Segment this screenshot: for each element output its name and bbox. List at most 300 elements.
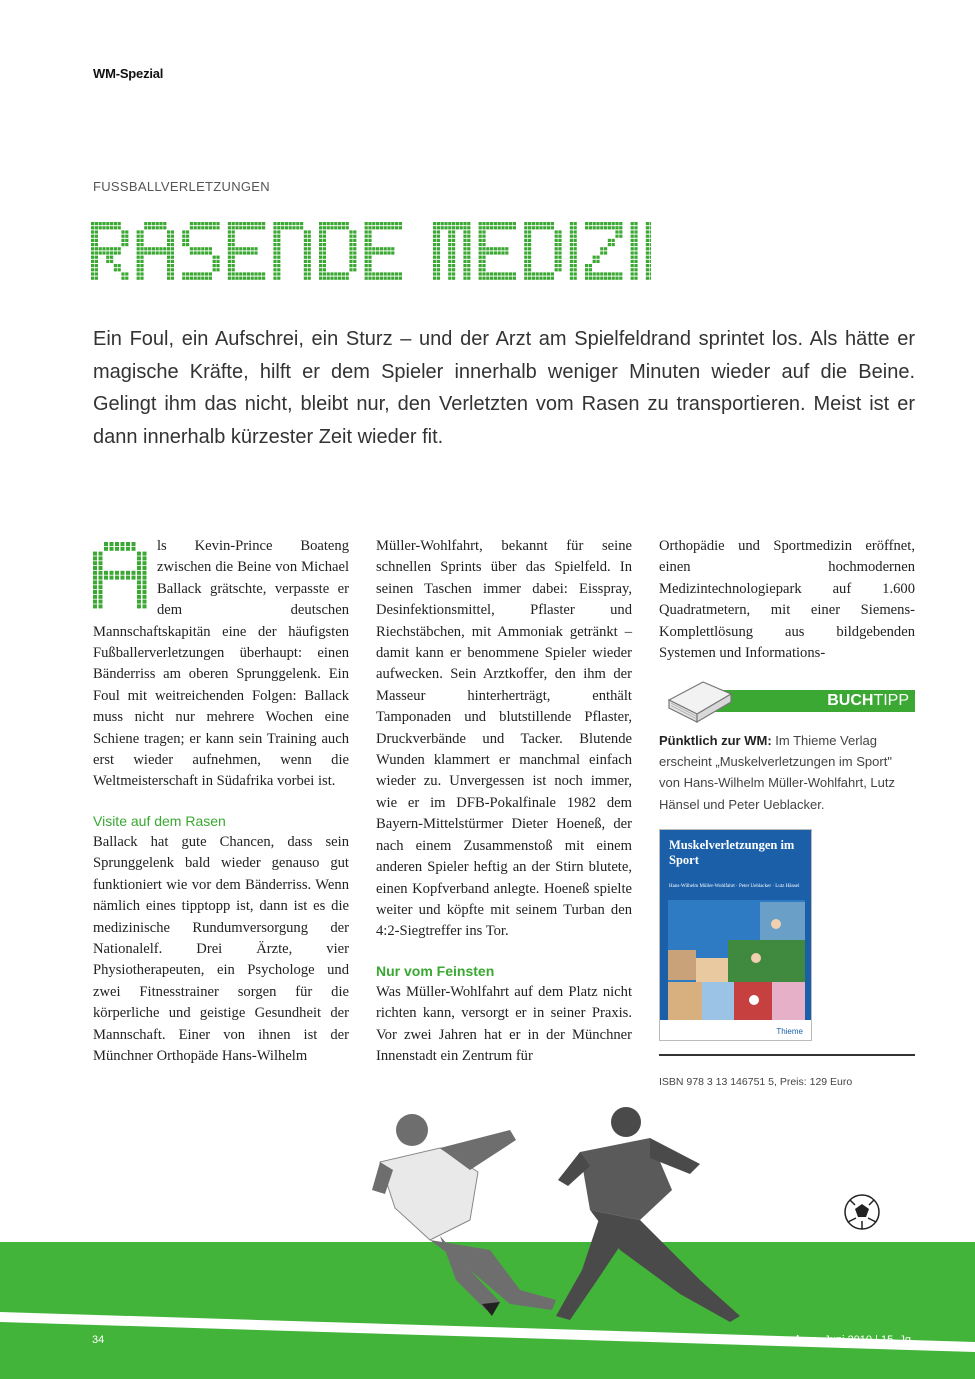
- headline-dot: [433, 272, 436, 275]
- headline-dot: [498, 247, 501, 250]
- headline-dot: [235, 277, 238, 280]
- headline-dot: [463, 235, 466, 238]
- headline-dot: [634, 268, 637, 271]
- headline-dot: [239, 222, 242, 225]
- headline-dot: [194, 222, 197, 225]
- headline-dot: [365, 260, 368, 263]
- headline-dot: [304, 247, 307, 250]
- headline-dot: [631, 230, 634, 233]
- headline-dot: [247, 251, 250, 254]
- headline-dot: [467, 222, 470, 225]
- headline-dot: [251, 272, 254, 275]
- headline-dot: [228, 272, 231, 275]
- headline-dot: [140, 251, 143, 254]
- headline-dot: [273, 277, 276, 280]
- headline-dot: [589, 272, 592, 275]
- headline-dot: [95, 260, 98, 263]
- headline-dot: [437, 239, 440, 242]
- headline-dot: [482, 272, 485, 275]
- headline-dot: [631, 247, 634, 250]
- headline-dot: [156, 222, 159, 225]
- headline-dot: [380, 222, 383, 225]
- headline-dot: [387, 222, 390, 225]
- headline-dot: [574, 222, 577, 225]
- headline-dot: [399, 272, 402, 275]
- headline-dot: [209, 277, 212, 280]
- body-paragraph: Ballack hat gute Chancen, dass sein Sprunggelenk bald wieder genauso gut funktioniert wie vor dem Bänderriss. Wenn nämlich eines tipptopp ist, dann ist es die medizinische Rundumversorgung der Nationalelf. Drei Ärzte, vier Physiotherapeuten, ein Psychologe und zwei Fitnesstrainer sorgen für die körperliche und geistige Gesundheit der Mannschaft. Einer von ihnen ist der Münchner Orthopäde Hans-Wilhelm: [93, 833, 349, 1064]
- headline-dot: [110, 251, 113, 254]
- headline-dot: [570, 230, 573, 233]
- headline-dot: [650, 226, 651, 229]
- headline-dot: [137, 277, 140, 280]
- headline-dot: [558, 247, 561, 250]
- headline-dot: [137, 571, 141, 575]
- headline-dot: [235, 272, 238, 275]
- headline-dot: [251, 277, 254, 280]
- headline-dot: [612, 226, 615, 229]
- headline-dot: [319, 247, 322, 250]
- football-icon: [845, 1195, 879, 1229]
- headline-dot: [232, 243, 235, 246]
- headline-dot: [555, 235, 558, 238]
- headline-dot: [395, 226, 398, 229]
- headline-dot: [239, 247, 242, 250]
- headline-dot: [273, 243, 276, 246]
- headline-dot: [323, 251, 326, 254]
- headline-dot: [93, 600, 97, 604]
- headline-dot: [258, 222, 261, 225]
- headline-dot: [228, 243, 231, 246]
- headline-dot: [132, 547, 136, 551]
- headline-dot: [486, 277, 489, 280]
- headline-dot: [482, 277, 485, 280]
- headline-dot: [558, 268, 561, 271]
- headline-dot: [532, 222, 535, 225]
- headline-dot: [368, 251, 371, 254]
- headline-dot: [448, 239, 451, 242]
- headline-dot: [228, 230, 231, 233]
- headline-dot: [631, 239, 634, 242]
- headline-dot: [631, 264, 634, 267]
- headline-dot: [646, 251, 649, 254]
- headline-dot: [528, 247, 531, 250]
- headline-dot: [205, 272, 208, 275]
- headline-dot: [532, 226, 535, 229]
- headline-dot: [121, 272, 124, 275]
- headline-dot: [232, 264, 235, 267]
- headline-dot: [376, 247, 379, 250]
- headline-dot: [273, 226, 276, 229]
- headline-dot: [528, 260, 531, 263]
- headline-dot: [308, 230, 311, 233]
- headline-dot: [384, 251, 387, 254]
- headline-dot: [460, 226, 463, 229]
- article-kicker: FUSSBALLVERLETZUNGEN: [93, 179, 270, 194]
- headline-dot: [137, 268, 140, 271]
- headline-dot: [209, 251, 212, 254]
- headline-dot: [600, 222, 603, 225]
- headline-dot: [585, 268, 588, 271]
- headline-dot: [365, 239, 368, 242]
- headline-dot: [463, 230, 466, 233]
- headline-dot: [528, 239, 531, 242]
- headline-dot: [528, 243, 531, 246]
- headline-dot: [277, 230, 280, 233]
- headline-dot: [99, 576, 103, 580]
- headline-dot: [365, 235, 368, 238]
- headline-dot: [353, 251, 356, 254]
- headline-dot: [251, 247, 254, 250]
- headline-dot: [273, 247, 276, 250]
- headline-dot: [433, 256, 436, 259]
- headline-dot: [452, 226, 455, 229]
- headline-dot: [159, 251, 162, 254]
- headline-dot: [524, 256, 527, 259]
- headline-dot: [319, 256, 322, 259]
- headline-dot: [539, 272, 542, 275]
- headline-dot: [604, 251, 607, 254]
- headline-dot: [513, 277, 516, 280]
- headline-dot: [368, 226, 371, 229]
- headline-dot: [91, 264, 94, 267]
- headline-dot: [148, 226, 151, 229]
- headline-dot: [186, 239, 189, 242]
- headline-dot: [95, 239, 98, 242]
- headline-dot: [555, 268, 558, 271]
- headline-dot: [570, 268, 573, 271]
- headline-dot: [243, 272, 246, 275]
- headline-dot: [277, 260, 280, 263]
- headline-dot: [437, 222, 440, 225]
- headline-dot: [376, 251, 379, 254]
- headline-dot: [232, 260, 235, 263]
- headline-dot: [589, 264, 592, 267]
- headline-dot: [144, 222, 147, 225]
- dropcap-letter: [93, 542, 151, 612]
- headline-dot: [171, 243, 174, 246]
- headline-dot: [186, 272, 189, 275]
- headline-dot: [232, 222, 235, 225]
- headline-dot: [327, 222, 330, 225]
- headline-dot: [110, 547, 114, 551]
- headline-dot: [110, 222, 113, 225]
- headline-dot: [254, 277, 257, 280]
- headline-dot: [596, 277, 599, 280]
- headline-dot: [93, 556, 97, 560]
- headline-dot: [380, 247, 383, 250]
- headline-dot: [574, 264, 577, 267]
- headline-dot: [216, 260, 219, 263]
- headline-dot: [140, 277, 143, 280]
- headline-dot: [137, 239, 140, 242]
- headline-dot: [342, 222, 345, 225]
- headline-dot: [171, 251, 174, 254]
- headline-dot: [228, 277, 231, 280]
- headline-dot: [574, 243, 577, 246]
- body-paragraph: Orthopädie und Sportmedizin eröffnet, einen hochmodernen Medizintechnologiepark auf 1.600 Quadratmetern, mit einer Siemens-Komplettlösung aus bildgebenden Systemen und Informations-: [659, 538, 915, 662]
- headline-dot: [486, 226, 489, 229]
- headline-dot: [452, 235, 455, 238]
- headline-dot: [463, 222, 466, 225]
- headline-dot: [95, 235, 98, 238]
- headline-dot: [593, 260, 596, 263]
- footer-issue: kma Juni 2010 | 15. Jg.: [796, 1334, 914, 1346]
- headline-dot: [646, 243, 649, 246]
- page-number: 34: [92, 1334, 105, 1346]
- headline-dot: [171, 268, 174, 271]
- headline-dot: [95, 272, 98, 275]
- headline-dot: [323, 256, 326, 259]
- headline-dot: [99, 585, 103, 589]
- headline-dot: [463, 268, 466, 271]
- headline-dot: [156, 226, 159, 229]
- headline-dot: [558, 260, 561, 263]
- headline-dot: [558, 230, 561, 233]
- headline-dot: [589, 277, 592, 280]
- headline-dot: [646, 235, 649, 238]
- headline-dot: [463, 256, 466, 259]
- headline-dot: [498, 226, 501, 229]
- headline-dot: [437, 243, 440, 246]
- headline-dot: [365, 256, 368, 259]
- headline-dot: [574, 272, 577, 275]
- headline-dot: [319, 277, 322, 280]
- headline-dot: [91, 222, 94, 225]
- headline-dot: [437, 256, 440, 259]
- headline-dot: [281, 222, 284, 225]
- headline-dot: [467, 251, 470, 254]
- headline-dot: [93, 604, 97, 608]
- headline-dot: [346, 226, 349, 229]
- headline-dot: [441, 226, 444, 229]
- headline-dot: [467, 260, 470, 263]
- headline-dot: [95, 251, 98, 254]
- headline-dot: [482, 222, 485, 225]
- headline-dot: [121, 277, 124, 280]
- headline-dot: [494, 272, 497, 275]
- headline-dot: [132, 576, 136, 580]
- headline-dot: [604, 222, 607, 225]
- headline-dot: [102, 247, 105, 250]
- headline-dot: [631, 268, 634, 271]
- headline-dot: [634, 222, 637, 225]
- headline-dot: [600, 247, 603, 250]
- headline-dot: [444, 226, 447, 229]
- headline-dot: [201, 222, 204, 225]
- headline-dot: [346, 277, 349, 280]
- headline-dot: [501, 277, 504, 280]
- headline-dot: [106, 222, 109, 225]
- headline-dot: [482, 247, 485, 250]
- headline-dot: [239, 226, 242, 229]
- headline-dot: [304, 251, 307, 254]
- headline-dot: [110, 260, 113, 263]
- headline-dot: [376, 272, 379, 275]
- headline-dot: [194, 272, 197, 275]
- headline-dot: [143, 571, 147, 575]
- headline-dot: [585, 264, 588, 267]
- headline-dot: [612, 272, 615, 275]
- headline-dot: [323, 268, 326, 271]
- headline-dot: [349, 268, 352, 271]
- headline-dot: [323, 260, 326, 263]
- headline-dot: [524, 260, 527, 263]
- headline-dot: [372, 247, 375, 250]
- headline-dot: [479, 239, 482, 242]
- headline-dot: [262, 272, 265, 275]
- headline-dot: [137, 243, 140, 246]
- article-intro: Ein Foul, ein Aufschrei, ein Sturz – und der Arzt am Spielfeldrand sprintet los. Als hätte er magische Kräfte, hilft er dem Spieler innerhalb weniger Minuten wieder auf die Beine. Gelingt ihm das nicht, bleibt nur, den Verletzten vom Rasen zu transportieren. Meist ist er dann innerhalb kürzester Zeit wieder fit.: [93, 328, 915, 448]
- headline-dot: [631, 235, 634, 238]
- headline-dot: [114, 226, 117, 229]
- headline-dot: [513, 226, 516, 229]
- headline-dot: [479, 256, 482, 259]
- headline-dot: [536, 272, 539, 275]
- headline-dot: [380, 272, 383, 275]
- headline-dot: [137, 552, 141, 556]
- headline-dot: [452, 230, 455, 233]
- headline-dot: [228, 251, 231, 254]
- headline-dot: [118, 226, 121, 229]
- headline-dot: [509, 272, 512, 275]
- headline-dot: [126, 542, 130, 546]
- headline-dot: [498, 272, 501, 275]
- headline-dot: [163, 226, 166, 229]
- headline-dot: [437, 251, 440, 254]
- headline-dot: [634, 226, 637, 229]
- headline-dot: [650, 235, 651, 238]
- headline-dot: [479, 226, 482, 229]
- headline-dot: [137, 247, 140, 250]
- headline-dot: [353, 256, 356, 259]
- headline-dot: [479, 272, 482, 275]
- headline-dot: [228, 247, 231, 250]
- headline-dot: [368, 243, 371, 246]
- headline-dot: [308, 251, 311, 254]
- headline-dot: [205, 222, 208, 225]
- book-cover: [659, 829, 812, 1041]
- headline-dot: [125, 243, 128, 246]
- headline-dot: [243, 277, 246, 280]
- headline-dot: [285, 222, 288, 225]
- headline-dot: [539, 226, 542, 229]
- headline-dot: [452, 239, 455, 242]
- headline-dot: [115, 576, 119, 580]
- headline-dot: [463, 264, 466, 267]
- headline-dot: [547, 277, 550, 280]
- headline-dot: [387, 247, 390, 250]
- headline-dot: [479, 251, 482, 254]
- headline-dot: [486, 251, 489, 254]
- headline-dot: [349, 251, 352, 254]
- headline-dot: [353, 264, 356, 267]
- headline-dot: [437, 272, 440, 275]
- headline-dot: [186, 230, 189, 233]
- headline-dot: [646, 230, 649, 233]
- headline-dot: [338, 226, 341, 229]
- headline-dot: [296, 226, 299, 229]
- headline-dot: [93, 552, 97, 556]
- headline-dot: [121, 230, 124, 233]
- headline-dot: [528, 222, 531, 225]
- headline-dot: [479, 222, 482, 225]
- headline-dot: [243, 251, 246, 254]
- headline-dot: [501, 222, 504, 225]
- headline-dot: [228, 256, 231, 259]
- headline-dot: [528, 256, 531, 259]
- headline-dot: [334, 222, 337, 225]
- headline-dot: [194, 251, 197, 254]
- headline-dot: [574, 226, 577, 229]
- headline-dot: [114, 268, 117, 271]
- headline-dot: [612, 239, 615, 242]
- headline-dot: [365, 243, 368, 246]
- headline-dot: [437, 226, 440, 229]
- headline-dot: [104, 571, 108, 575]
- headline-dot: [106, 260, 109, 263]
- publisher-logo: Thieme: [776, 1027, 803, 1036]
- headline-dot: [479, 277, 482, 280]
- headline-dot: [99, 604, 103, 608]
- headline-dot: [182, 243, 185, 246]
- headline-dot: [319, 239, 322, 242]
- headline-dot: [448, 260, 451, 263]
- headline-dot: [99, 556, 103, 560]
- headline-dot: [486, 222, 489, 225]
- headline-dot: [437, 264, 440, 267]
- body-paragraph: Was Müller-Wohlfahrt auf dem Platz nicht richten kann, versorgt er in seiner Praxis. Vor zwei Jahren hat er in der Münchner Innenstadt ein Zentrum für: [376, 983, 632, 1064]
- headline-dot: [304, 230, 307, 233]
- headline-dot: [213, 222, 216, 225]
- headline-dot: [574, 235, 577, 238]
- headline-dot: [190, 251, 193, 254]
- headline-dot: [448, 222, 451, 225]
- buchtipp-label: BUCHTIPP: [715, 690, 915, 712]
- headline-dot: [608, 272, 611, 275]
- headline-dot: [456, 222, 459, 225]
- headline-dot: [437, 277, 440, 280]
- headline-dot: [327, 272, 330, 275]
- headline-dot: [110, 226, 113, 229]
- headline-dot: [524, 243, 527, 246]
- headline-dot: [555, 239, 558, 242]
- headline-dot: [646, 272, 649, 275]
- headline-dot: [501, 247, 504, 250]
- headline-dot: [308, 260, 311, 263]
- headline-dot: [353, 235, 356, 238]
- headline-dot: [251, 222, 254, 225]
- headline-dot: [631, 251, 634, 254]
- headline-dot: [650, 268, 651, 271]
- headline-dot: [273, 222, 276, 225]
- headline-dot: [93, 590, 97, 594]
- headline-dot: [467, 235, 470, 238]
- headline-dot: [93, 585, 97, 589]
- headline-dot: [631, 243, 634, 246]
- headline-dot: [437, 268, 440, 271]
- headline-dot: [277, 256, 280, 259]
- headline-dot: [463, 243, 466, 246]
- dot-matrix-headline: [91, 222, 651, 286]
- headline-dot: [482, 264, 485, 267]
- headline-dot: [228, 222, 231, 225]
- headline-dot: [490, 222, 493, 225]
- headline-dot: [482, 260, 485, 263]
- headline-dot: [528, 277, 531, 280]
- headline-dot: [110, 571, 114, 575]
- headline-dot: [596, 260, 599, 263]
- headline-dot: [368, 247, 371, 250]
